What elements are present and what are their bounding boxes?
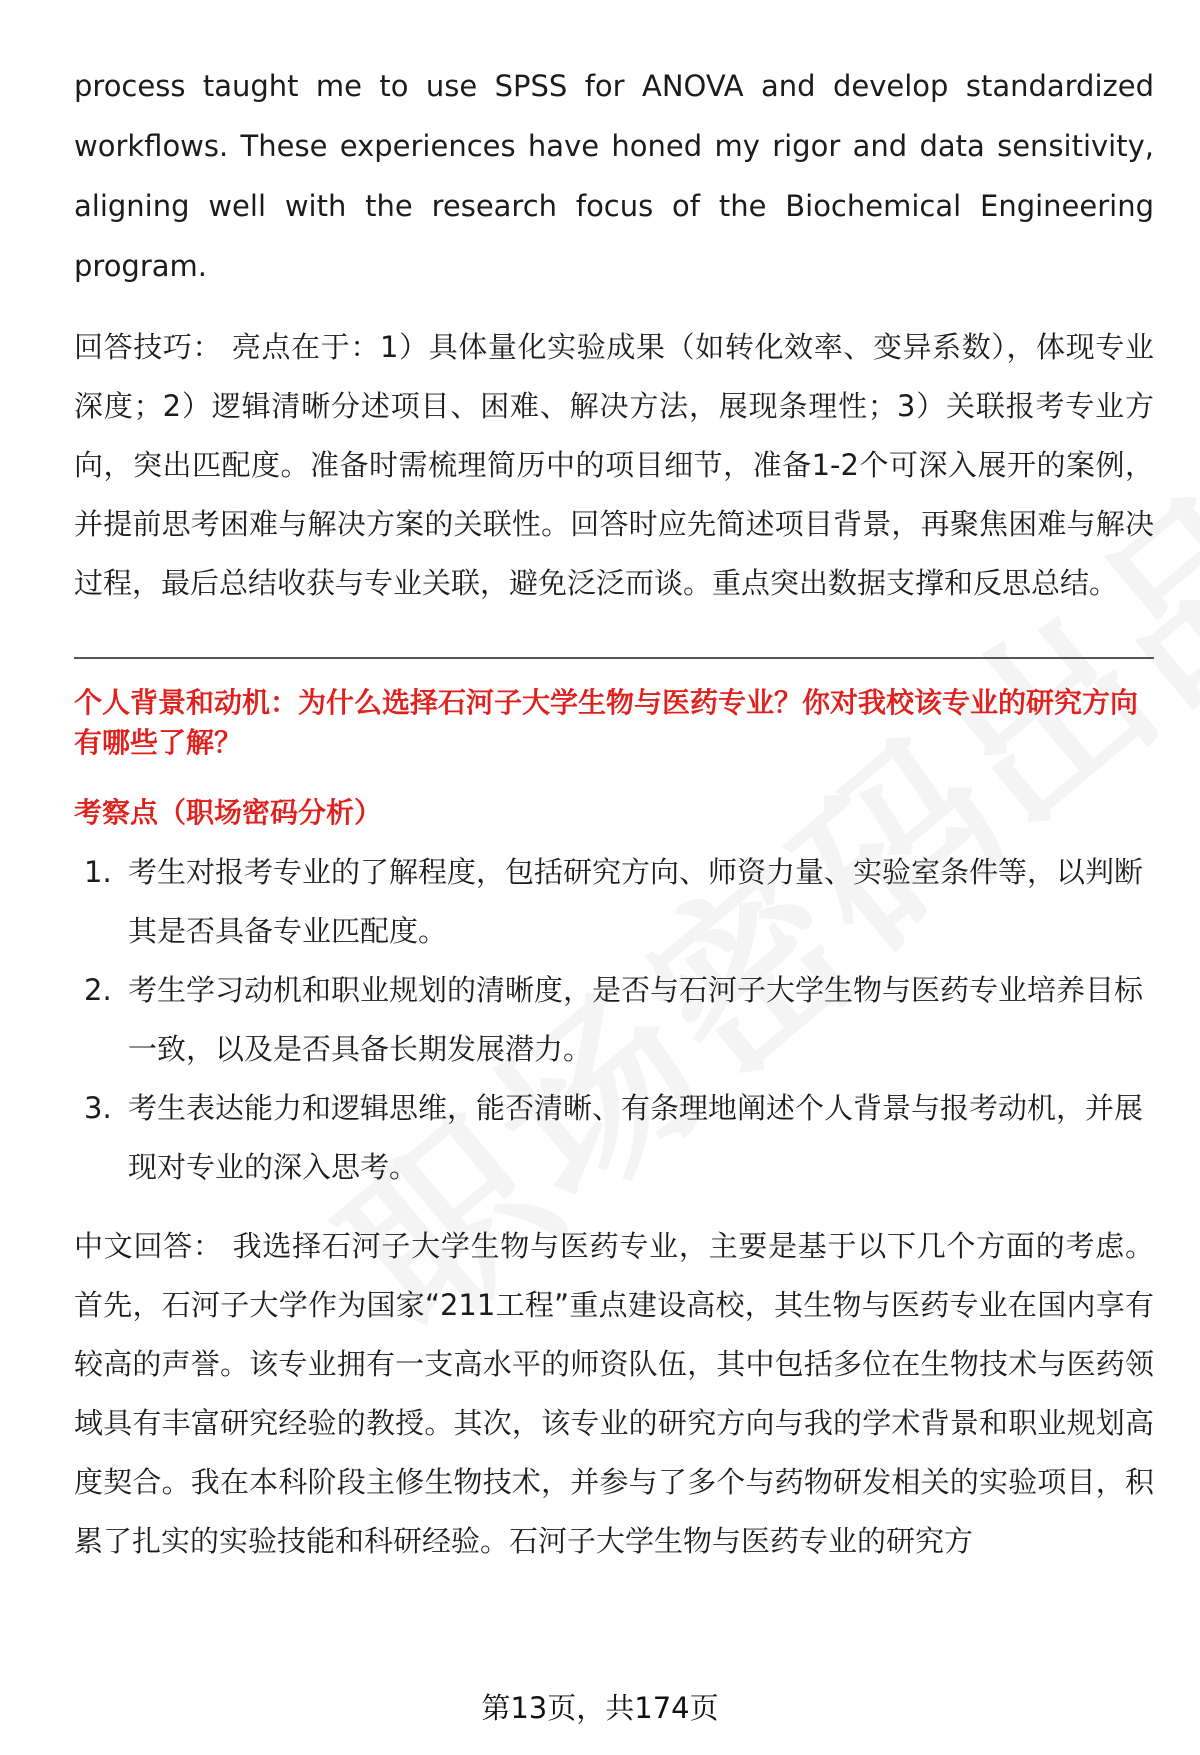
analysis-points-list — [74, 843, 1154, 1197]
list-item-text: 考生对报考专业的了解程度，包括研究方向、师资力量、实验室条件等，以判断其是否具备专业匹配度。 — [128, 855, 1144, 948]
list-item-text: 考生表达能力和逻辑思维，能否清晰、有条理地阐述个人背景与报考动机，并展现对专业的深入思考。 — [128, 1091, 1144, 1184]
list-item-number: 3. — [84, 1091, 112, 1125]
list-item — [74, 843, 1154, 961]
list-item — [74, 961, 1154, 1079]
question-heading: 个人背景和动机：为什么选择石河子大学生物与医药专业？你对我校该专业的研究方向有哪些了解？ — [74, 686, 1139, 759]
intro-paragraph: process taught me to use SPSS for ANOVA and develop standardized workflows. These experiences have honed my rigor and data sensitivity, aligning well with the research focus of the Biochemical Engineering program. — [74, 69, 1154, 283]
analysis-heading: 考察点（职场密码分析） — [74, 796, 383, 829]
list-item-text: 考生学习动机和职业规划的清晰度，是否与石河子大学生物与医药专业培养目标一致，以及是否具备长期发展潜力。 — [128, 973, 1144, 1066]
chinese-answer-paragraph: 中文回答： 我选择石河子大学生物与医药专业，主要是基于以下几个方面的考虑。首先，石河子大学作为国家“211工程”重点建设高校，其生物与医药专业在国内享有较高的声誉。该专业拥有一支高水平的师资队伍，其中包括多位在生物技术与医药领域具有丰富研究经验的教授。其次，该专业的研究方向与我的学术背景和职业规划高度契合。我在本科阶段主修生物技术，并参与了多个与药物研发相关的实验项目，积累了扎实的实验技能和科研经验。石河子大学生物与医药专业的研究方 — [74, 1229, 1154, 1558]
list-item-number: 1. — [84, 855, 112, 889]
section-divider — [74, 657, 1154, 659]
page-footer: 第13页，共174页 — [481, 1691, 719, 1725]
tips-paragraph: 回答技巧： 亮点在于：1）具体量化实验成果（如转化效率、变异系数），体现专业深度；2）逻辑清晰分述项目、困难、解决方法，展现条理性；3）关联报考专业方向，突出匹配度。准备时需梳理简历中的项目细节，准备1-2个可深入展开的案例，并提前思考困难与解决方案的关联性。回答时应先简述项目背景，再聚焦困难与解决过程，最后总结收获与专业关联，避免泛泛而谈。重点突出数据支撑和反思总结。 — [74, 330, 1154, 600]
list-item — [74, 1079, 1154, 1197]
list-item-number: 2. — [84, 973, 112, 1007]
page-content — [74, 56, 1154, 1571]
